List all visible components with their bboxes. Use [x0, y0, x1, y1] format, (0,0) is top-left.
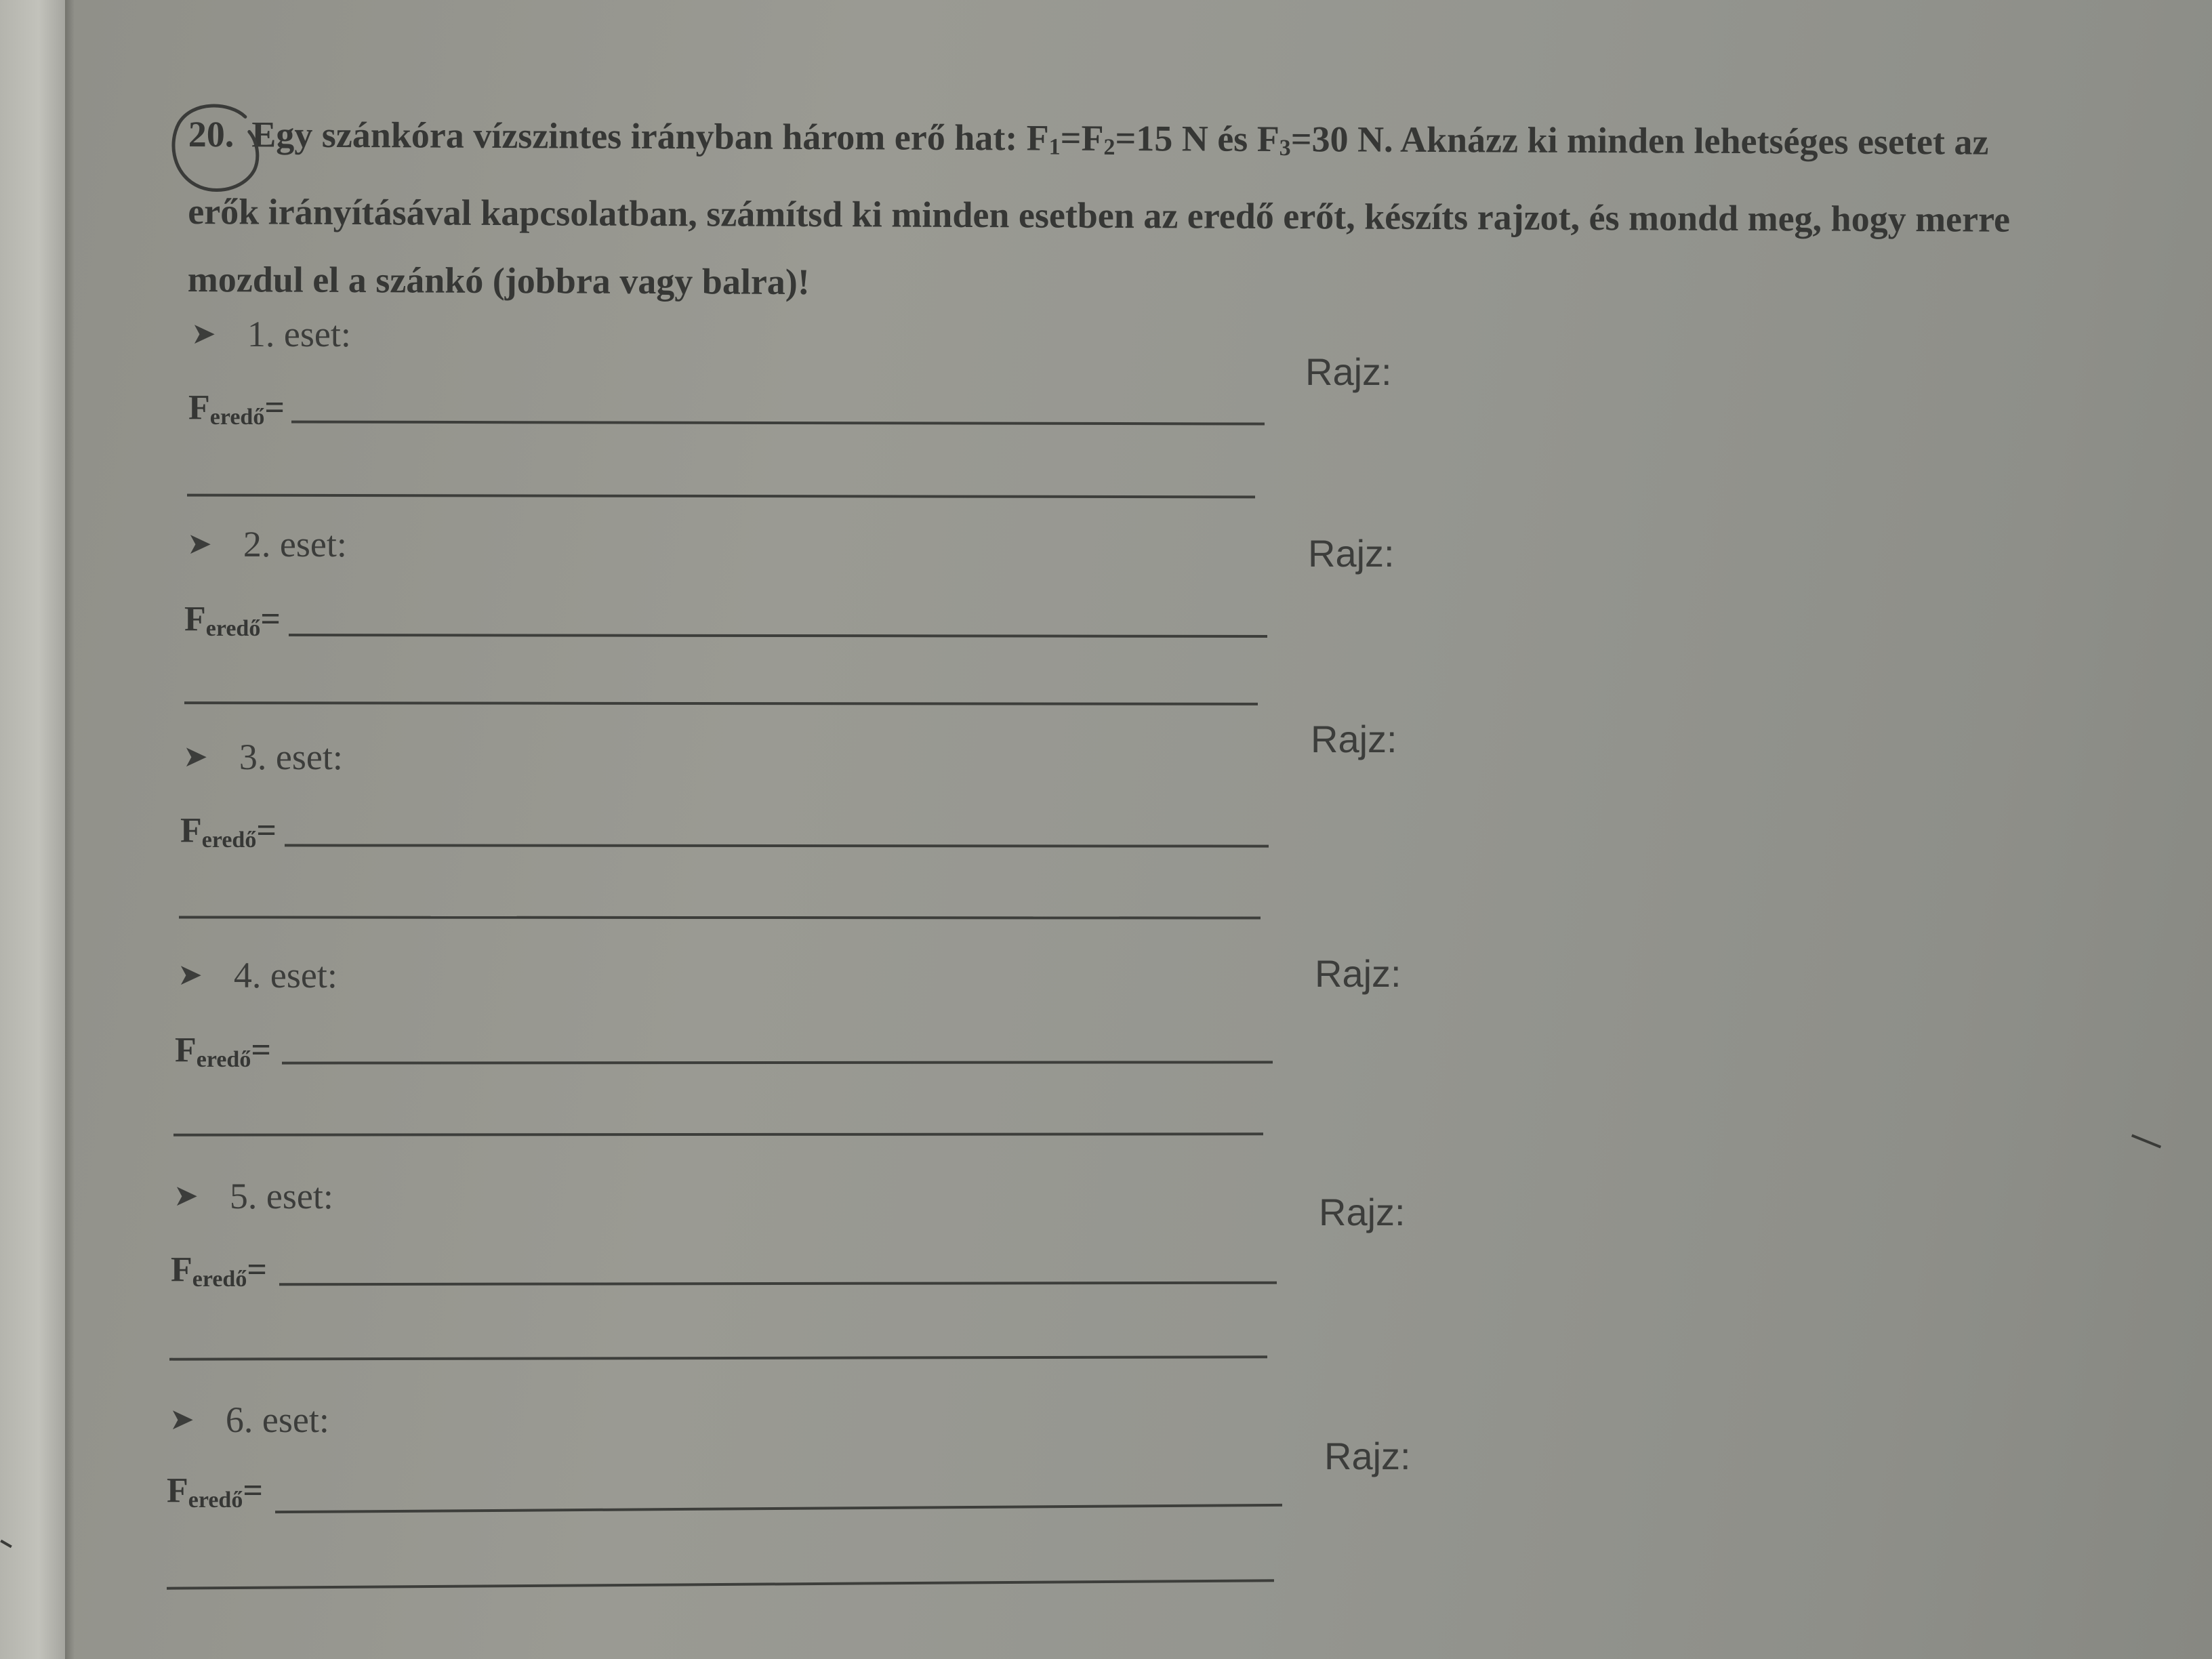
problem-text-part-1: Egy szánkóra vízszintes irányban három erő hat: F — [251, 114, 1049, 159]
drawing-label: Rajz: — [1311, 718, 1397, 760]
force-subscript: eredő — [188, 1488, 243, 1513]
case-label: 1. eset: — [247, 314, 351, 354]
result-force-label — [180, 811, 276, 853]
answer-line-2[interactable] — [184, 701, 1258, 705]
case-2-heading — [187, 523, 347, 565]
subscript-1: 1 — [1048, 134, 1061, 160]
drawing-label: Rajz: — [1324, 1435, 1411, 1477]
equals-sign: = — [243, 1471, 263, 1510]
force-symbol: F — [171, 1250, 192, 1289]
answer-line-2[interactable] — [169, 1355, 1267, 1360]
arrow-bullet-icon: ➤ — [169, 1403, 194, 1436]
arrow-bullet-icon: ➤ — [191, 317, 216, 350]
arrow-bullet-icon: ➤ — [187, 527, 212, 560]
problem-number-text: 20. — [188, 113, 234, 155]
force-symbol: F — [184, 600, 206, 638]
drawing-label: Rajz: — [1308, 532, 1395, 575]
subscript-3: 3 — [1279, 136, 1291, 161]
equals-sign: = — [260, 600, 281, 638]
arrow-bullet-icon: ➤ — [178, 958, 203, 991]
answer-line-2[interactable] — [179, 916, 1261, 919]
result-force-label — [171, 1250, 267, 1292]
equals-sign: = — [256, 811, 276, 850]
answer-line-1[interactable] — [289, 634, 1267, 638]
case-label: 4. eset: — [233, 955, 337, 996]
case-label: 6. eset: — [225, 1399, 329, 1440]
problem-text-part-3: =15 N és F — [1115, 117, 1279, 160]
result-force-label — [188, 388, 285, 430]
case-label: 3. eset: — [239, 737, 343, 777]
page-fold-shadow — [65, 0, 75, 1659]
answer-line-1[interactable] — [279, 1282, 1277, 1286]
result-force-label — [175, 1030, 271, 1073]
case-6-heading — [169, 1399, 329, 1441]
force-subscript: eredő — [196, 1047, 251, 1072]
force-symbol: F — [188, 388, 210, 427]
answer-line-1[interactable] — [285, 844, 1269, 847]
subscript-2: 2 — [1103, 134, 1115, 160]
problem-text-part-2: =F — [1060, 117, 1104, 159]
force-subscript: eredő — [201, 827, 257, 853]
force-symbol: F — [167, 1471, 188, 1510]
equals-sign: = — [251, 1031, 271, 1069]
answer-line-2[interactable] — [173, 1132, 1263, 1136]
previous-page-edge — [0, 0, 65, 1659]
problem-statement — [188, 100, 2059, 321]
equals-sign: = — [247, 1250, 267, 1289]
force-subscript: eredő — [209, 405, 265, 430]
drawing-label: Rajz: — [1315, 952, 1401, 995]
answer-line-2[interactable] — [187, 494, 1255, 499]
drawing-label: Rajz: — [1319, 1191, 1406, 1233]
answer-line-1[interactable] — [275, 1504, 1282, 1513]
case-3-heading — [183, 736, 343, 778]
force-symbol: F — [180, 811, 202, 850]
case-1-heading — [191, 313, 351, 355]
answer-line-1[interactable] — [282, 1061, 1273, 1064]
problem-number — [188, 100, 234, 168]
force-subscript: eredő — [205, 616, 261, 641]
result-force-label — [167, 1471, 263, 1513]
arrow-bullet-icon: ➤ — [173, 1179, 199, 1212]
result-force-label — [184, 599, 281, 642]
problem-text-part-4: =30 N. Aknázz ki minden lehetséges esetet az erők irányításával kapcsolatban, számítsd ki minden esetben az eredő erőt, készíts rajzot, és mondd meg, hogy merre mozdul el a szánkó (jobbra vagy balra)! — [187, 119, 2011, 303]
case-label: 2. eset: — [243, 524, 347, 565]
case-5-heading — [173, 1175, 333, 1217]
force-subscript: eredő — [192, 1267, 247, 1292]
answer-line-2[interactable] — [167, 1579, 1274, 1589]
stray-pencil-mark — [2131, 1134, 2161, 1149]
drawing-label: Rajz: — [1305, 350, 1392, 393]
equals-sign: = — [264, 388, 285, 427]
answer-line-1[interactable] — [291, 420, 1265, 425]
arrow-bullet-icon: ➤ — [183, 740, 208, 773]
case-4-heading — [178, 954, 337, 996]
case-label: 5. eset: — [229, 1176, 333, 1216]
force-symbol: F — [175, 1031, 197, 1069]
